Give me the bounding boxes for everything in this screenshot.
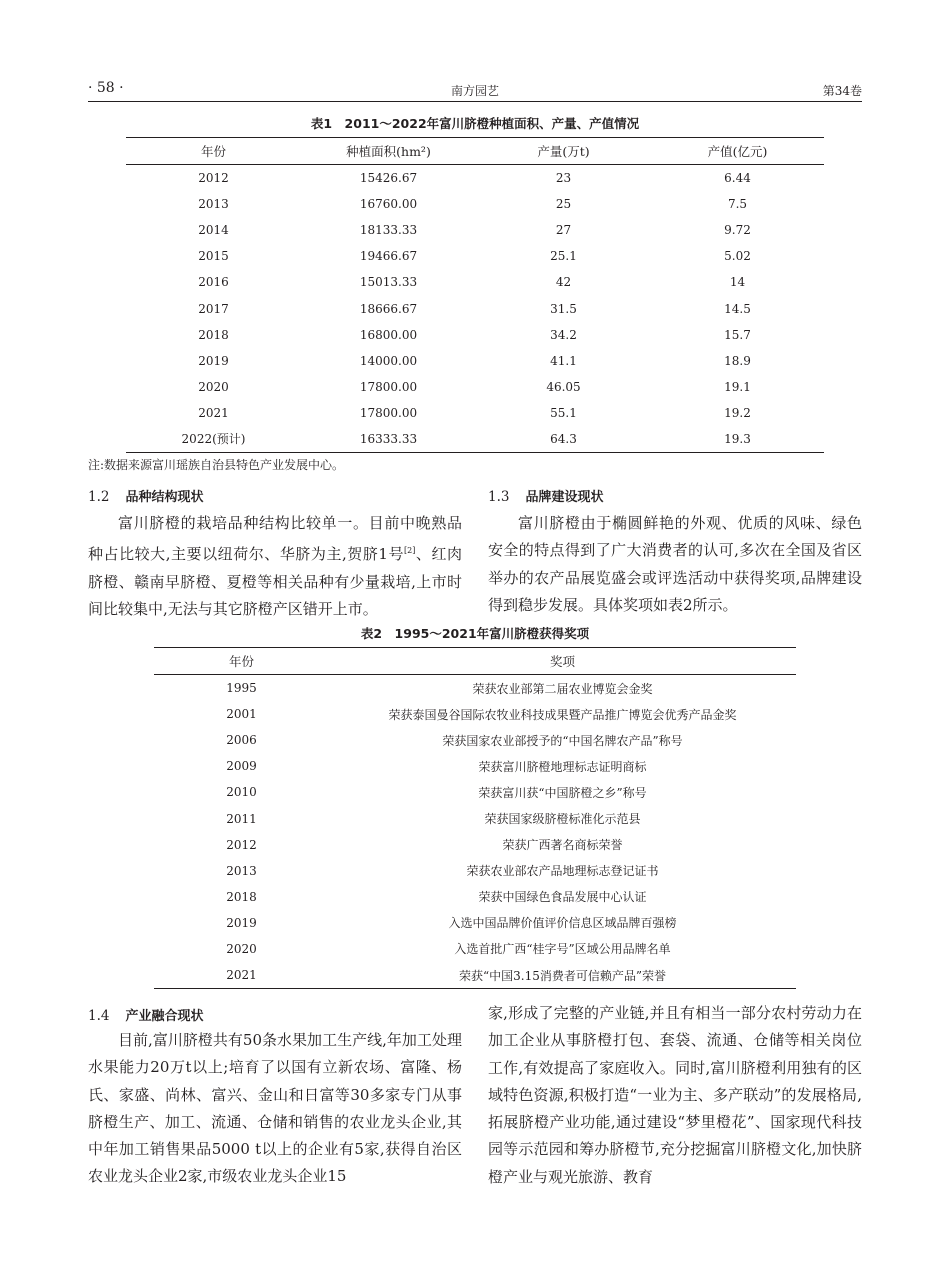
value-cell: 7.5 (727, 197, 748, 212)
section-1-4-heading (88, 1005, 204, 1024)
value-cell: 14 (729, 275, 746, 290)
table-row (126, 295, 824, 321)
value-cell: 6.44 (724, 171, 751, 186)
journal-name: 南方园艺 (450, 84, 499, 98)
area-cell: 14000.00 (359, 353, 418, 368)
output-cell: 55.1 (550, 405, 577, 420)
table2-caption: 表2 1995～2021年富川脐橙获得奖项 (360, 626, 590, 641)
table-row (154, 753, 796, 779)
section-title: 产业融合现状 (125, 1009, 204, 1024)
value-cell: 19.2 (724, 405, 751, 420)
output-cell: 64.3 (550, 431, 577, 446)
year-cell: 2016 (198, 275, 229, 290)
table1-col-output: 产量(万t) (476, 138, 651, 165)
output-cell: 42 (555, 275, 572, 290)
table-row (126, 374, 824, 400)
award-cell: 荣获广西著名商标荣誉 (502, 838, 623, 853)
table-row (126, 165, 824, 192)
value-cell: 18.9 (724, 353, 751, 368)
output-cell: 41.1 (550, 353, 577, 368)
section-1-2-paragraph (88, 510, 462, 623)
year-cell: 2015 (198, 249, 229, 264)
output-cell: 25 (555, 197, 572, 212)
table-row (154, 701, 796, 727)
table2-header-row (154, 648, 796, 675)
area-cell: 16333.33 (359, 431, 418, 446)
table1-header-row (126, 138, 824, 165)
table1-body (126, 165, 824, 453)
table1-note: 注:数据来源富川瑶族自治县特色产业发展中心。 (88, 458, 345, 472)
award-cell: 荣获泰国曼谷国际农牧业科技成果暨产品推广博览会优秀产品金奖 (388, 707, 737, 722)
paragraph-text: 富川脐橙的栽培品种结构比较单一。目前中晚熟品种占比较大,主要以纽荷尔、华脐为主,贺脐1号 (88, 514, 462, 564)
table1-col-value: 产值(亿元) (651, 138, 824, 165)
table2-body (154, 675, 796, 989)
table-row (154, 910, 796, 936)
year-cell: 2019 (198, 353, 229, 368)
year-cell: 2021 (226, 968, 257, 983)
table-row (126, 348, 824, 374)
year-cell: 2012 (226, 837, 257, 852)
award-cell: 荣获国家农业部授予的“中国名牌农产品”称号 (442, 733, 683, 748)
award-cell: 荣获农业部农产品地理标志登记证书 (466, 864, 659, 879)
value-cell: 19.1 (724, 379, 751, 394)
year-cell: 1995 (226, 681, 257, 696)
year-cell: 2012 (198, 171, 229, 186)
section-number: 1.2 (88, 489, 110, 505)
page-number: · 58 · (88, 80, 124, 96)
output-cell: 23 (555, 171, 572, 186)
citation-ref: [2] (404, 546, 416, 556)
year-cell: 2020 (226, 941, 257, 956)
table-row (154, 675, 796, 702)
section-1-2-heading (88, 486, 204, 505)
table-row (154, 858, 796, 884)
year-cell: 2013 (198, 197, 229, 212)
output-cell: 25.1 (550, 249, 577, 264)
header-rule (88, 101, 862, 102)
table-row (126, 269, 824, 295)
year-cell: 2021 (198, 405, 229, 420)
area-cell: 16800.00 (359, 327, 418, 342)
year-cell: 2009 (226, 759, 257, 774)
award-cell: 荣获农业部第二届农业博览会金奖 (472, 681, 653, 696)
award-cell: 荣获中国绿色食品发展中心认证 (478, 890, 647, 905)
table-row (154, 727, 796, 753)
area-cell: 16760.00 (359, 197, 418, 212)
table-row (154, 779, 796, 805)
table-row (154, 884, 796, 910)
area-cell: 15013.33 (359, 275, 418, 290)
table-row (126, 400, 824, 426)
award-cell: 荣获“中国3.15消费者可信赖产品”荣誉 (459, 968, 666, 983)
year-cell: 2018 (226, 889, 257, 904)
output-cell: 31.5 (550, 301, 577, 316)
section-title: 品牌建设现状 (525, 490, 604, 505)
section-1-4-paragraph: 目前,富川脐橙共有50条水果加工生产线,年加工处理水果能力20万t以上;培育了以国有立新农场、富隆、杨氏、家盛、尚林、富兴、金山和日富等30多家专门从事脐橙生产、加工、流通、仓储和销售的农业龙头企业,其中年加工销售果品5000 t以上的企业有5家,获得自治区农业龙头企业2家,市级农业龙头企业15 (88, 1031, 462, 1186)
year-cell: 2010 (226, 785, 257, 800)
year-cell: 2013 (226, 863, 257, 878)
area-cell: 18666.67 (359, 301, 418, 316)
year-cell: 2017 (198, 301, 229, 316)
table-row (154, 936, 796, 962)
value-cell: 5.02 (724, 249, 751, 264)
table2-col-year: 年份 (154, 648, 329, 675)
output-cell: 27 (555, 223, 572, 238)
value-cell: 19.3 (724, 431, 751, 446)
table-row (126, 191, 824, 217)
value-cell: 15.7 (724, 327, 751, 342)
award-cell: 入选中国品牌价值评价信息区域品牌百强榜 (448, 916, 677, 931)
table1 (126, 137, 824, 453)
award-cell: 荣获富川脐橙地理标志证明商标 (478, 759, 647, 774)
table-row (126, 217, 824, 243)
award-cell: 荣获富川获“中国脐橙之乡”称号 (478, 785, 647, 800)
paragraph-text: 、红肉脐橙、赣南早脐橙、夏橙等相关品种有少量栽培,上市时间比较集中,无法与其它脐橙产区错开上市。 (88, 545, 462, 618)
output-cell: 46.05 (546, 379, 581, 394)
year-cell: 2001 (226, 707, 257, 722)
year-cell: 2018 (198, 327, 229, 342)
section-number: 1.4 (88, 1008, 110, 1024)
award-cell: 入选首批广西“桂字号”区域公用品牌名单 (454, 942, 671, 957)
area-cell: 17800.00 (359, 405, 418, 420)
year-cell: 2011 (226, 811, 257, 826)
area-cell: 17800.00 (359, 379, 418, 394)
output-cell: 34.2 (550, 327, 577, 342)
value-cell: 14.5 (724, 301, 751, 316)
table1-col-year: 年份 (126, 138, 301, 165)
year-cell: 2006 (226, 733, 257, 748)
table-row (126, 322, 824, 348)
area-cell: 18133.33 (359, 223, 418, 238)
table-row (154, 832, 796, 858)
year-cell: 2014 (198, 223, 229, 238)
section-number: 1.3 (488, 489, 510, 505)
table2-col-award: 奖项 (329, 648, 796, 675)
table-row (126, 243, 824, 269)
year-cell: 2020 (198, 379, 229, 394)
table2 (154, 647, 796, 989)
volume-label: 第34卷 (822, 84, 862, 98)
area-cell: 19466.67 (359, 249, 418, 264)
table-row (154, 805, 796, 831)
section-1-3-paragraph: 富川脐橙由于椭圆鲜艳的外观、优质的风味、绿色安全的特点得到了广大消费者的认可,多次在全国及省区举办的农产品展览盛会或评选活动中获得奖项,品牌建设得到稳步发展。具体奖项如表2所示。 (488, 514, 862, 614)
table1-caption: 表1 2011～2022年富川脐橙种植面积、产量、产值情况 (310, 116, 640, 131)
section-title: 品种结构现状 (125, 490, 204, 505)
value-cell: 9.72 (724, 223, 751, 238)
section-1-3-heading (488, 486, 604, 505)
section-1-4-paragraph-continued: 家,形成了完整的产业链,并且有相当一部分农村劳动力在加工企业从事脐橙打包、套袋、流通、仓储等相关岗位工作,有效提高了家庭收入。同时,富川脐橙利用独有的区域特色资源,积极打造“一业为主、多产联动”的发展格局,拓展脐橙产业功能,通过建设“梦里橙花”、国家现代科技园等示范园和筹办脐橙节,充分挖掘富川脐橙文化,加快脐橙产业与观光旅游、教育 (488, 1004, 862, 1186)
award-cell: 荣获国家级脐橙标准化示范县 (484, 812, 641, 827)
table-row (154, 962, 796, 989)
table-row (126, 426, 824, 453)
area-cell: 15426.67 (359, 171, 418, 186)
table1-col-area: 种植面积(hm²) (301, 138, 476, 165)
year-cell: 2019 (226, 915, 257, 930)
year-cell: 2022(预计) (181, 432, 246, 447)
